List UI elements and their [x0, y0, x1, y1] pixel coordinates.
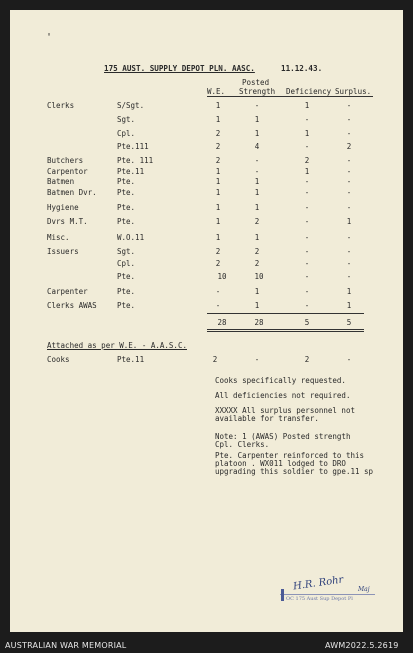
row-surplus: 1: [346, 217, 352, 226]
row-deficiency: -: [304, 301, 310, 310]
row-trade: Clerks AWAS: [47, 301, 97, 310]
row-rank: Sgt.: [117, 247, 136, 256]
row-rank: Pte. 111: [117, 156, 154, 165]
column-header-surplus: Surplus.: [335, 87, 372, 96]
row-deficiency: -: [304, 188, 310, 197]
row-trade: Carpentor: [47, 167, 88, 176]
row-deficiency: 1: [304, 101, 310, 110]
row-rank: Pte.: [117, 287, 136, 296]
row-strength: 1: [254, 233, 260, 242]
row-deficiency: -: [304, 287, 310, 296]
row-strength: -: [254, 101, 260, 110]
row-trade: Misc.: [47, 233, 70, 242]
total-strength: 28: [254, 318, 264, 327]
row-rank: Pte.11: [117, 167, 145, 176]
row-strength: 1: [254, 287, 260, 296]
row-surplus: -: [346, 188, 352, 197]
signature-rank: Maj: [358, 586, 370, 593]
row-we: 2: [215, 142, 221, 151]
row-surplus: -: [346, 101, 352, 110]
row-deficiency: -: [304, 142, 310, 151]
row-rank: Pte.: [117, 203, 136, 212]
signature-scrawl: H.R. Rohr: [292, 574, 345, 593]
header-underline: [207, 96, 373, 97]
note-line: Cooks specifically requested.: [215, 376, 346, 385]
row-rank: W.O.11: [117, 233, 145, 242]
signature-stamp: OC 175 Aust Sup Depot Pl: [286, 596, 353, 602]
row-surplus: -: [346, 247, 352, 256]
row-trade: Hygiene: [47, 203, 79, 212]
row-strength: -: [254, 156, 260, 165]
row-surplus: -: [346, 115, 352, 124]
row-trade: Batmen: [47, 177, 75, 186]
row-trade: Dvrs M.T.: [47, 217, 88, 226]
row-we: 1: [215, 217, 221, 226]
row-strength: 1: [254, 177, 260, 186]
totals-top-rule: [207, 313, 364, 314]
row-trade: Batmen Dvr.: [47, 188, 97, 197]
note-line: Cpl. Clerks.: [215, 440, 270, 449]
row-strength: 1: [254, 301, 260, 310]
attached-rank: Pte.11: [117, 355, 145, 364]
total-we: 28: [217, 318, 227, 327]
row-deficiency: -: [304, 203, 310, 212]
row-deficiency: 1: [304, 167, 310, 176]
attached-surplus: -: [346, 355, 352, 364]
row-trade: Clerks: [47, 101, 75, 110]
row-rank: Pte.: [117, 272, 136, 281]
row-trade: Issuers: [47, 247, 79, 256]
row-surplus: -: [346, 203, 352, 212]
row-strength: 1: [254, 188, 260, 197]
row-rank: Cpl.: [117, 129, 136, 138]
row-we: 1: [215, 203, 221, 212]
row-surplus: 1: [346, 287, 352, 296]
column-header-strength: Strength: [239, 87, 276, 96]
row-we: 1: [215, 177, 221, 186]
note-line: upgrading this soldier to gpe.11 sp: [215, 467, 374, 476]
row-deficiency: -: [304, 233, 310, 242]
totals-bottom-rule: [207, 329, 364, 330]
row-strength: 10: [254, 272, 264, 281]
row-surplus: -: [346, 129, 352, 138]
row-surplus: -: [346, 167, 352, 176]
document-date: 11.12.43.: [281, 64, 323, 73]
note-line: Pte. Carpenter reinforced to this: [215, 451, 365, 460]
row-strength: 1: [254, 203, 260, 212]
row-we: 1: [215, 101, 221, 110]
note-line: All deficiencies not required.: [215, 391, 351, 400]
attached-we: 2: [212, 355, 218, 364]
note-line: Note: 1 (AWAS) Posted strength: [215, 432, 351, 441]
total-deficiency: 5: [304, 318, 310, 327]
row-surplus: -: [346, 272, 352, 281]
column-header-deficiency: Deficiency: [286, 87, 332, 96]
attached-deficiency: 2: [304, 355, 310, 364]
row-deficiency: -: [304, 115, 310, 124]
row-strength: 1: [254, 115, 260, 124]
row-deficiency: -: [304, 247, 310, 256]
corner-mark: ': [46, 32, 53, 43]
row-we: 1: [215, 188, 221, 197]
totals-bottom-rule-double: [207, 331, 364, 332]
row-strength: -: [254, 167, 260, 176]
row-strength: 2: [254, 259, 260, 268]
total-surplus: 5: [346, 318, 352, 327]
row-we: 2: [215, 156, 221, 165]
row-deficiency: -: [304, 177, 310, 186]
row-we: 1: [215, 115, 221, 124]
row-surplus: 2: [346, 142, 352, 151]
row-we: 1: [215, 233, 221, 242]
row-trade: Carpenter: [47, 287, 88, 296]
signature-line: [280, 594, 375, 595]
row-rank: Pte.: [117, 217, 136, 226]
row-strength: 2: [254, 247, 260, 256]
row-we: 2: [215, 247, 221, 256]
row-we: 2: [215, 129, 221, 138]
row-we: -: [215, 301, 221, 310]
row-surplus: 1: [346, 301, 352, 310]
row-deficiency: 1: [304, 129, 310, 138]
row-strength: 1: [254, 129, 260, 138]
row-we: 2: [215, 259, 221, 268]
row-rank: S/Sgt.: [117, 101, 145, 110]
signature-tick-icon: [281, 589, 284, 601]
row-rank: Sgt.: [117, 115, 136, 124]
footer-reference: AWM2022.5.2619: [325, 641, 399, 650]
row-rank: Pte.: [117, 301, 136, 310]
row-strength: 4: [254, 142, 260, 151]
row-we: -: [215, 287, 221, 296]
row-we: 1: [215, 167, 221, 176]
row-surplus: -: [346, 259, 352, 268]
row-rank: Pte.: [117, 177, 136, 186]
row-rank: Pte.111: [117, 142, 149, 151]
row-strength: 2: [254, 217, 260, 226]
attached-trade: Cooks: [47, 355, 70, 364]
row-trade: Butchers: [47, 156, 84, 165]
column-header-we: W.E.: [207, 87, 226, 96]
row-surplus: -: [346, 233, 352, 242]
row-deficiency: 2: [304, 156, 310, 165]
document-title: 175 AUST. SUPPLY DEPOT PLN. AASC.: [104, 64, 255, 73]
row-we: 10: [217, 272, 227, 281]
row-rank: Cpl.: [117, 259, 136, 268]
note-line: platoon . WX011 lodged to DRO: [215, 459, 346, 468]
row-deficiency: -: [304, 259, 310, 268]
row-deficiency: -: [304, 217, 310, 226]
row-surplus: -: [346, 156, 352, 165]
attached-heading: Attached as per W.E. - A.A.S.C.: [47, 341, 187, 350]
column-header-posted: Posted: [242, 78, 270, 87]
note-line: XXXXX All surplus personnel not: [215, 406, 355, 415]
attached-strength: -: [254, 355, 260, 364]
footer-institution: AUSTRALIAN WAR MEMORIAL: [5, 641, 127, 650]
row-surplus: -: [346, 177, 352, 186]
note-line: available for transfer.: [215, 414, 319, 423]
row-deficiency: -: [304, 272, 310, 281]
row-rank: Pte.: [117, 188, 136, 197]
